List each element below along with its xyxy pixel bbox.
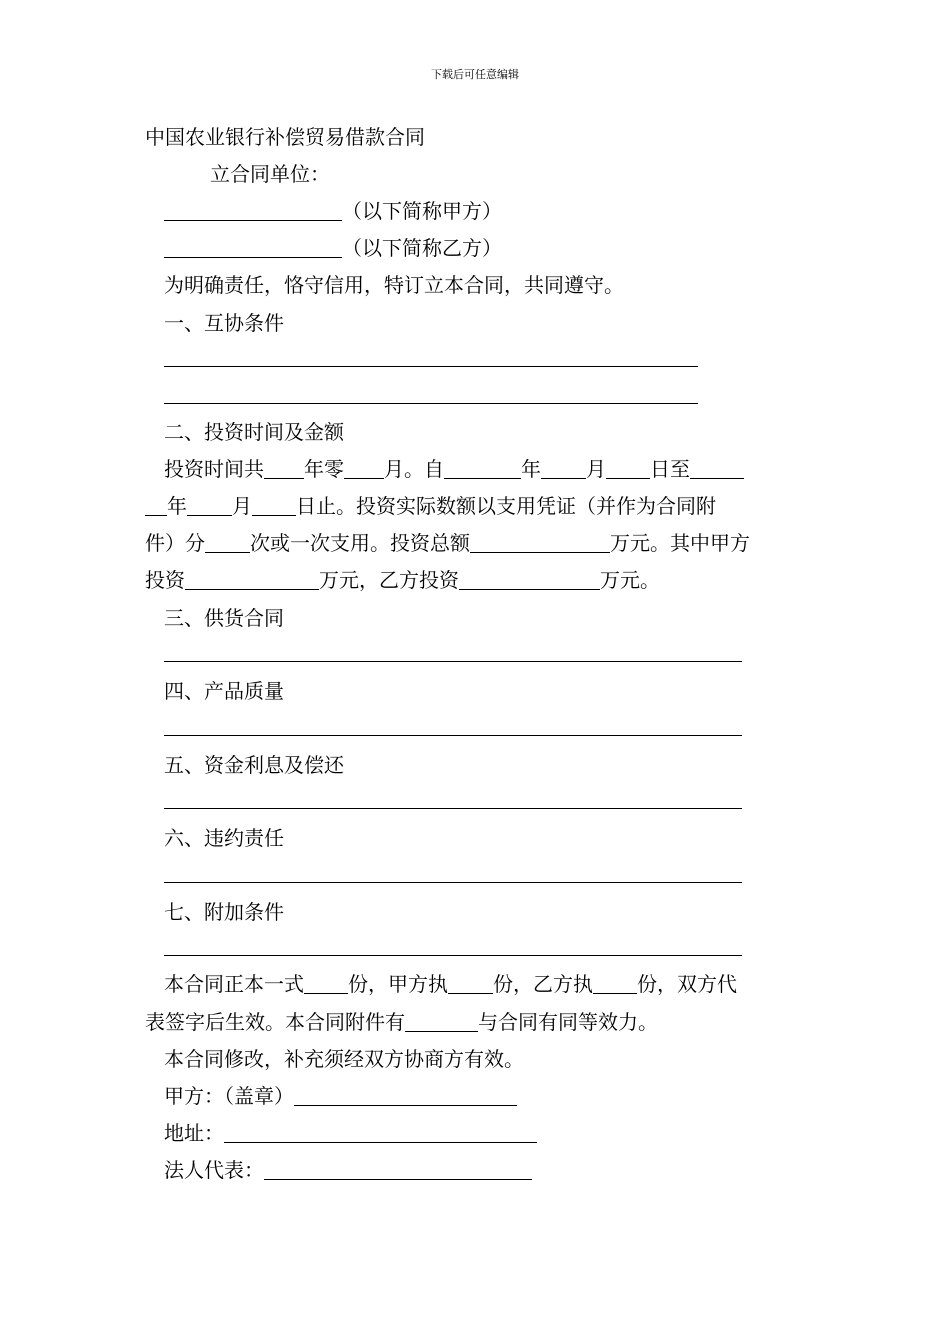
party-a-blank[interactable] <box>164 200 342 221</box>
amendment-clause: 本合同修改，补充须经双方协商方有效。 <box>164 1047 524 1071</box>
end-month-blank[interactable] <box>187 495 232 516</box>
section-6-blank-line[interactable] <box>164 882 742 883</box>
parties-label: 立合同单位： <box>210 162 330 186</box>
section-1-blank-line[interactable] <box>164 403 698 404</box>
start-month-blank[interactable] <box>541 458 586 479</box>
section-2-heading: 二、投资时间及金额 <box>164 420 344 444</box>
closing-line-1: 本合同正本一式 份，甲方执 份，乙方执 份，双方代 <box>164 972 737 996</box>
end-year-blank-part1[interactable] <box>690 458 744 479</box>
signature-legal-rep: 法人代表： <box>164 1157 532 1183</box>
header-note: 下载后可任意编辑 <box>431 68 519 81</box>
attachments-blank[interactable] <box>405 1011 478 1032</box>
section-4-blank-line[interactable] <box>164 735 742 736</box>
closing-line-2: 表签字后生效。本合同附件有 与合同有同等效力。 <box>145 1010 658 1034</box>
end-year-blank-part2[interactable] <box>145 495 167 516</box>
section-7-heading: 七、附加条件 <box>164 900 284 924</box>
party-b-line <box>164 235 502 261</box>
party-b-text: （以下简称乙方） <box>342 236 502 260</box>
investment-line-1: 投资时间共 年零 月。自 年 月 日至 <box>164 456 744 482</box>
section-7-blank-line[interactable] <box>164 955 742 956</box>
signature-address: 地址： <box>164 1120 537 1146</box>
party-b-copies-blank[interactable] <box>593 973 637 994</box>
years-blank[interactable] <box>264 458 304 479</box>
signature-party-a: 甲方：（盖章） <box>164 1083 517 1109</box>
investment-line-3: 件）分 次或一次支用。投资总额 万元。其中甲方 <box>145 531 750 555</box>
party-a-text: （以下简称甲方） <box>342 199 502 223</box>
months-blank[interactable] <box>344 458 384 479</box>
section-5-blank-line[interactable] <box>164 808 742 809</box>
investment-line-2: 年 月 日止。投资实际数额以支用凭证（并作为合同附 <box>145 493 716 519</box>
investment-line-4: 投资 万元，乙方投资 万元。 <box>145 568 660 592</box>
section-1-heading: 一、互协条件 <box>164 311 284 335</box>
section-5-heading: 五、资金利息及偿还 <box>164 753 344 777</box>
document-title: 中国农业银行补偿贸易借款合同 <box>145 125 425 149</box>
section-4-heading: 四、产品质量 <box>164 679 284 703</box>
legal-rep-blank[interactable] <box>264 1159 532 1180</box>
party-a-seal-blank[interactable] <box>294 1085 517 1106</box>
start-year-blank[interactable] <box>444 458 521 479</box>
total-investment-blank[interactable] <box>470 532 610 553</box>
section-6-heading: 六、违约责任 <box>164 826 284 850</box>
party-b-investment-blank[interactable] <box>459 569 600 590</box>
section-1-blank-line[interactable] <box>164 366 698 367</box>
copies-blank[interactable] <box>304 973 348 994</box>
installments-blank[interactable] <box>205 532 250 553</box>
party-a-copies-blank[interactable] <box>448 973 493 994</box>
party-b-blank[interactable] <box>164 237 342 258</box>
address-blank[interactable] <box>224 1122 537 1143</box>
start-day-blank[interactable] <box>606 458 650 479</box>
section-3-blank-line[interactable] <box>164 661 742 662</box>
party-a-investment-blank[interactable] <box>185 569 319 590</box>
preamble: 为明确责任，恪守信用，特订立本合同，共同遵守。 <box>164 273 624 297</box>
end-day-blank[interactable] <box>252 495 296 516</box>
party-a-line <box>164 198 502 224</box>
section-3-heading: 三、供货合同 <box>164 606 284 630</box>
